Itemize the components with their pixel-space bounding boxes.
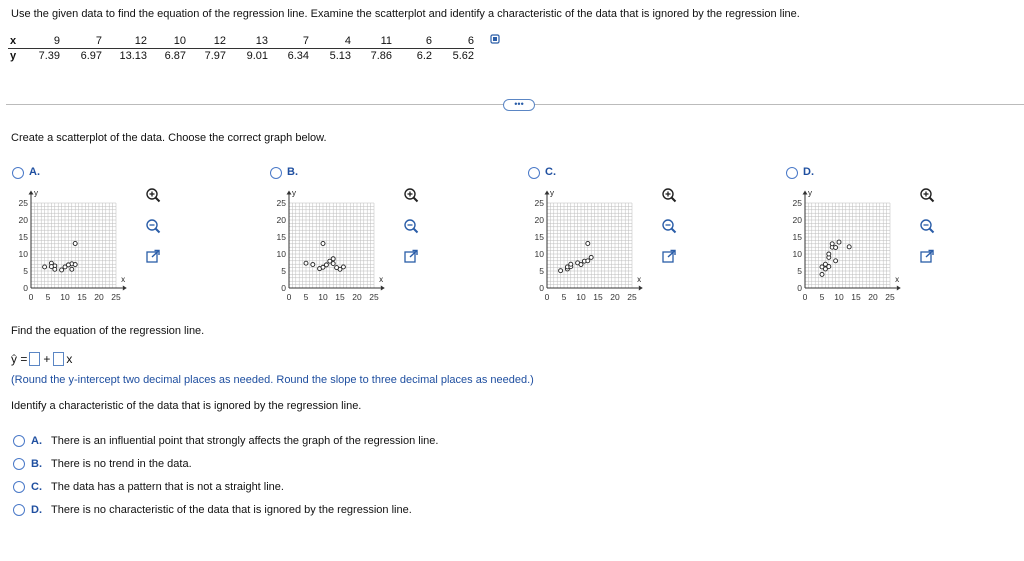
x-value: 4	[309, 34, 351, 49]
grid	[289, 203, 374, 288]
data-point	[589, 255, 593, 259]
answer-c-text: The data has a pattern that is not a straight line.	[51, 481, 284, 493]
equation-prompt: Find the equation of the regression line.	[11, 325, 205, 337]
data-point	[304, 261, 308, 265]
y-hat-label: ŷ =	[11, 352, 28, 366]
y-tick-label: 25	[792, 198, 802, 208]
x-tick-label: 0	[544, 292, 550, 302]
data-point	[331, 257, 335, 261]
x-value: 11	[351, 34, 392, 49]
x-tick-label: 10	[576, 292, 586, 302]
popout-icon[interactable]	[919, 249, 935, 265]
data-point	[324, 263, 328, 267]
popout-icon[interactable]	[661, 249, 677, 265]
answer-a-text: There is an influential point that strongly affects the graph of the regression line.	[51, 435, 439, 447]
y-tick-label: 0	[539, 283, 544, 293]
x-axis-arrow	[639, 286, 643, 291]
y-value: 7.39	[38, 50, 60, 62]
x-row	[8, 34, 474, 49]
slope-input[interactable]	[53, 352, 64, 366]
y-tick-label: 15	[534, 232, 544, 242]
data-point	[559, 269, 563, 273]
graph-radio-1[interactable]	[270, 167, 282, 179]
y-tick-label: 5	[281, 266, 286, 276]
y-tick-label: 10	[534, 249, 544, 259]
intercept-input[interactable]	[29, 352, 40, 366]
x-tick-label: 20	[868, 292, 878, 302]
x-tick-label: 15	[77, 292, 87, 302]
zoom-in-icon[interactable]	[403, 187, 419, 203]
y-tick-label: 5	[539, 266, 544, 276]
data-point	[73, 241, 77, 245]
data-point	[49, 265, 53, 269]
y-tick-label: 25	[18, 198, 28, 208]
x-tick-label: 15	[335, 292, 345, 302]
x-header: x	[8, 34, 28, 49]
data-point	[341, 265, 345, 269]
copy-table-icon[interactable]	[490, 34, 500, 44]
more-button[interactable]: •••	[503, 99, 535, 111]
x-tick-label: 5	[819, 292, 825, 302]
graph-radio-2[interactable]	[528, 167, 540, 179]
y-tick-label: 15	[792, 232, 802, 242]
data-point	[60, 268, 64, 272]
scatterplot-3[interactable]	[776, 183, 906, 303]
y-value: 9.01	[246, 50, 268, 62]
data-point	[70, 267, 74, 271]
answer-b-label: B.	[31, 458, 42, 470]
x-tick-label: 20	[610, 292, 620, 302]
x-tick-label: 0	[802, 292, 808, 302]
y-tick-label: 0	[23, 283, 28, 293]
equation-line	[11, 352, 72, 366]
data-point	[311, 263, 315, 267]
grid	[31, 203, 116, 288]
data-point	[837, 240, 841, 244]
x-value: 12	[186, 34, 226, 49]
x-tick-label: 10	[318, 292, 328, 302]
x-tick-label: 25	[885, 292, 895, 302]
rounding-note: (Round the y-intercept two decimal places as needed. Round the slope to three decimal places as needed.)	[11, 374, 534, 386]
data-point	[830, 242, 834, 246]
data-point	[43, 265, 47, 269]
x-value: 9	[28, 34, 60, 49]
y-axis-label: y	[34, 188, 38, 198]
zoom-in-icon[interactable]	[145, 187, 161, 203]
y-value: 5.62	[452, 50, 474, 62]
x-axis-label: x	[637, 275, 642, 284]
y-tick-label: 0	[281, 283, 286, 293]
data-point	[834, 246, 838, 250]
data-point	[321, 241, 325, 245]
data-point	[586, 241, 590, 245]
y-tick-label: 15	[18, 232, 28, 242]
graph-option-label: B.	[287, 166, 298, 178]
y-axis-label: y	[808, 188, 812, 198]
y-tick-label: 20	[18, 215, 28, 225]
x-value: 10	[147, 34, 186, 49]
radio-a[interactable]	[13, 435, 25, 447]
zoom-out-icon[interactable]	[919, 218, 935, 234]
x-tick-label: 5	[561, 292, 567, 302]
y-value: 7.86	[370, 50, 392, 62]
graph-option-label: C.	[545, 166, 556, 178]
answer-d-label: D.	[31, 504, 42, 516]
radio-c[interactable]	[13, 481, 25, 493]
scatterplot-0[interactable]	[2, 183, 132, 303]
y-header: y	[10, 50, 17, 62]
x-axis-arrow	[381, 286, 385, 291]
y-axis-arrow	[803, 191, 808, 195]
x-tick-label: 10	[60, 292, 70, 302]
x-value: 7	[60, 34, 102, 49]
x-tick-label: 25	[111, 292, 121, 302]
data-point	[331, 262, 335, 266]
data-point	[335, 266, 339, 270]
scatterplot-2[interactable]	[518, 183, 648, 303]
y-axis-arrow	[29, 191, 34, 195]
answer-b-text: There is no trend in the data.	[51, 458, 192, 470]
y-value: 6.87	[164, 50, 186, 62]
y-axis-label: y	[550, 188, 554, 198]
grid	[547, 203, 632, 288]
x-value: 6	[392, 34, 432, 49]
y-tick-label: 0	[797, 283, 802, 293]
x-axis-label: x	[379, 275, 384, 284]
data-point	[569, 262, 573, 266]
x-value: 13	[226, 34, 268, 49]
y-tick-label: 20	[792, 215, 802, 225]
graph-radio-0[interactable]	[12, 167, 24, 179]
popout-icon[interactable]	[145, 249, 161, 265]
x-tick-label: 5	[303, 292, 309, 302]
y-value: 13.13	[119, 50, 147, 62]
x-tick-label: 10	[834, 292, 844, 302]
x-variable: x	[66, 352, 73, 366]
y-tick-label: 10	[276, 249, 286, 259]
data-point	[66, 263, 70, 267]
y-axis-label: y	[292, 188, 296, 198]
x-tick-label: 20	[352, 292, 362, 302]
data-point	[834, 259, 838, 263]
y-tick-label: 25	[534, 198, 544, 208]
answer-a-label: A.	[31, 435, 42, 447]
y-value: 7.97	[204, 50, 226, 62]
x-axis-arrow	[123, 286, 127, 291]
popout-icon[interactable]	[403, 249, 419, 265]
answer-c-label: C.	[31, 481, 42, 493]
graph-option-label: A.	[29, 166, 40, 178]
zoom-in-icon[interactable]	[661, 187, 677, 203]
zoom-in-icon[interactable]	[919, 187, 935, 203]
x-value: 6	[432, 34, 474, 49]
scatter-prompt: Create a scatterplot of the data. Choose the correct graph below.	[11, 132, 327, 144]
x-value: 12	[102, 34, 147, 49]
data-point	[827, 252, 831, 256]
y-axis-arrow	[545, 191, 550, 195]
zoom-out-icon[interactable]	[403, 218, 419, 234]
y-tick-label: 25	[276, 198, 286, 208]
y-tick-label: 20	[276, 215, 286, 225]
data-point	[827, 265, 831, 269]
y-value: 6.97	[80, 50, 102, 62]
y-axis-arrow	[287, 191, 292, 195]
scatterplot-1[interactable]	[260, 183, 390, 303]
x-tick-label: 15	[851, 292, 861, 302]
x-value: 7	[268, 34, 309, 49]
x-tick-label: 0	[28, 292, 34, 302]
y-tick-label: 10	[792, 249, 802, 259]
y-tick-label: 10	[18, 249, 28, 259]
data-table	[8, 34, 474, 63]
x-axis-arrow	[897, 286, 901, 291]
y-tick-label: 20	[534, 215, 544, 225]
data-point	[820, 272, 824, 276]
answer-d-text: There is no characteristic of the data that is ignored by the regression line.	[51, 504, 412, 516]
data-point	[586, 259, 590, 263]
data-point	[847, 245, 851, 249]
y-value: 6.34	[287, 50, 309, 62]
x-tick-label: 25	[627, 292, 637, 302]
zoom-out-icon[interactable]	[145, 218, 161, 234]
instruction-text: Use the given data to find the equation of the regression line. Examine the scatterplot and identify a characteristic of the data that is ignored by the regression line.	[11, 8, 800, 20]
y-tick-label: 5	[797, 266, 802, 276]
radio-b[interactable]	[13, 458, 25, 470]
x-tick-label: 25	[369, 292, 379, 302]
plus-sign: +	[43, 352, 51, 366]
y-value: 6.2	[416, 50, 432, 62]
y-tick-label: 15	[276, 232, 286, 242]
graph-option-label: D.	[803, 166, 814, 178]
x-axis-label: x	[121, 275, 126, 284]
x-tick-label: 0	[286, 292, 292, 302]
radio-d[interactable]	[13, 504, 25, 516]
y-value: 5.13	[329, 50, 351, 62]
characteristic-prompt: Identify a characteristic of the data that is ignored by the regression line.	[11, 400, 362, 412]
x-tick-label: 5	[45, 292, 51, 302]
x-axis-label: x	[895, 275, 900, 284]
y-row	[8, 49, 474, 64]
graph-radio-3[interactable]	[786, 167, 798, 179]
y-tick-label: 5	[23, 266, 28, 276]
data-point	[579, 263, 583, 267]
x-tick-label: 15	[593, 292, 603, 302]
data-point	[73, 263, 77, 267]
zoom-out-icon[interactable]	[661, 218, 677, 234]
x-tick-label: 20	[94, 292, 104, 302]
